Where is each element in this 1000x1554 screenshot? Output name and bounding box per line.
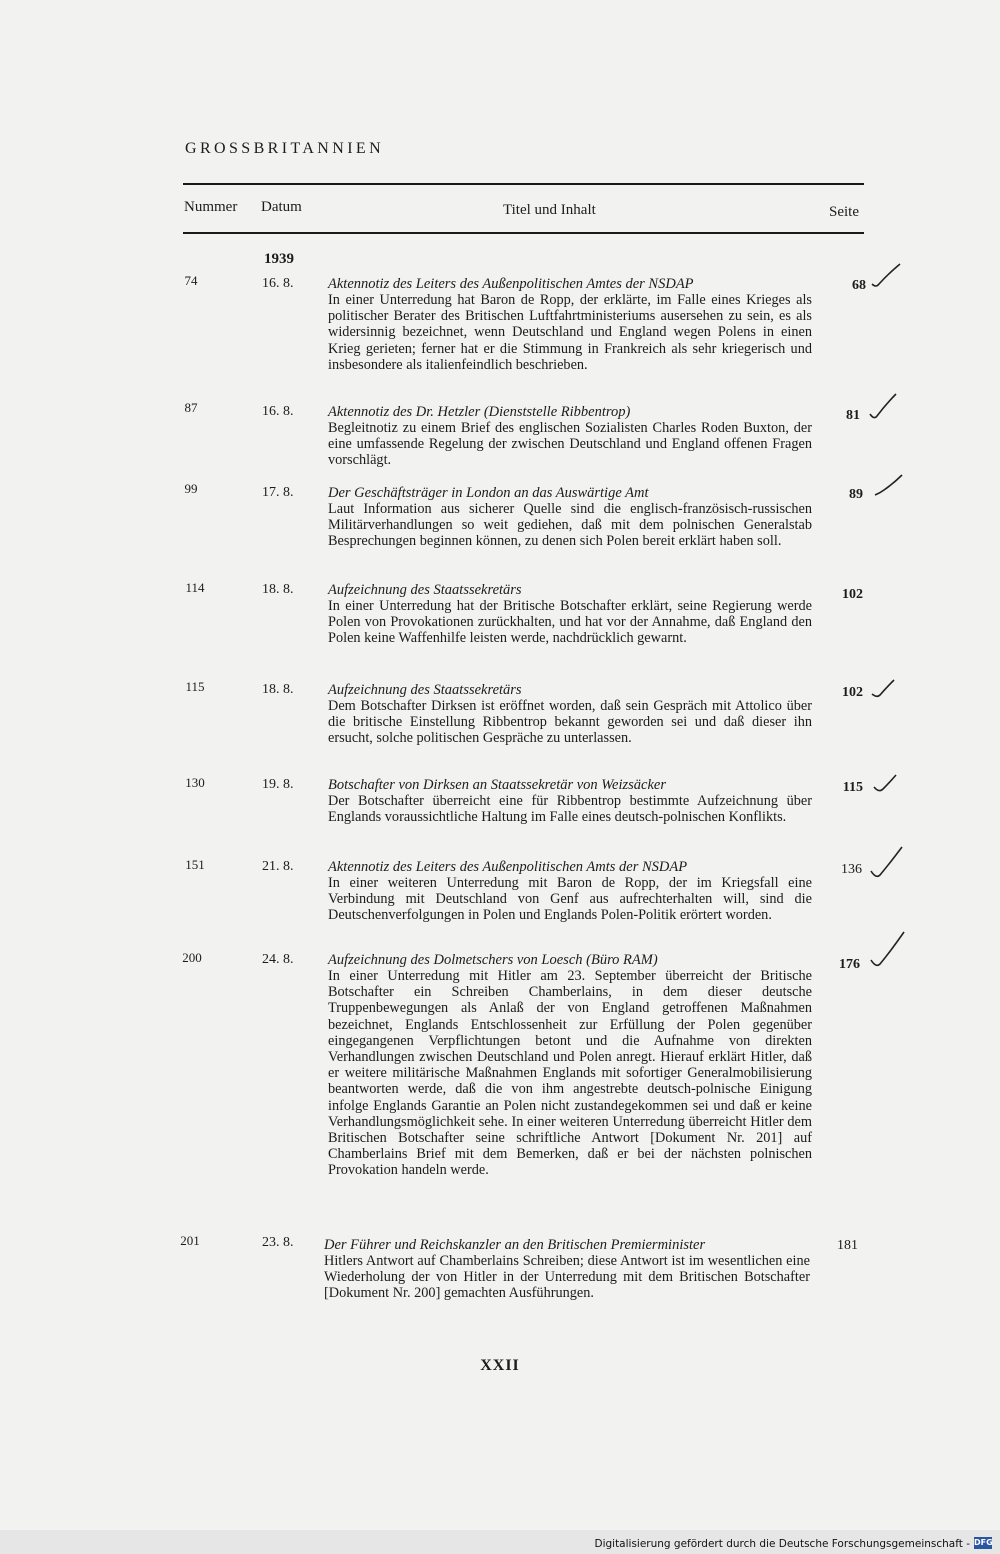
entry-date: 17. 8. xyxy=(262,485,294,500)
entry-date: 19. 8. xyxy=(262,777,294,792)
entry-title: Botschafter von Dirksen an Staatssekretär von Weizsäcker xyxy=(328,777,667,793)
entry-number: 74 xyxy=(184,273,198,288)
entry-text: In einer Unterredung hat Baron de Ropp, der erklärte, im Falle eines Krieges als politischer Berater des Britischen Luftfahrtministeriums ausersehen zu sein, es als widersinnig bezeichnet, wenn Deutschland und England wegen Polens in einen Krieg gerieten; ferner hat er die Stimmung in Frankreich als sehr kriegerisch und insbesondere als italienfeindlich beschrieben. xyxy=(328,292,812,373)
entry-text: In einer Unterredung mit Hitler am 23. September überreicht der Britische Botschafter ein Schreiben Chamberlains, in dem dieser deutsche Truppenbewegungen als Anlaß der von England getroffenen Maßnahmen bezeichnet, Englands Entschlossenheit zur Erfüllung der Polen gegenüber eingegangenen Verpflichtungen betont und die Aufnahme von direkten Verhandlungen zwischen Deutschland und Polen anregt. Hierauf erklärt Hitler, daß er weitere militärische Maßnahmen Englands mit sofortiger Generalmobilisierung beantworten werde, daß die von ihm angestrebte deutsch-polnische Einigung infolge Englands Garantie an Polen nicht zustandegekommen sei und daß er keine Verhandlungsmöglichkeit sehe. In einer weiteren Unterredung überreicht Hitler dem Britischen Botschafter seine schriftliche Antwort [Dokument Nr. 201] auf Chamberlains Brief mit dem Bemerken, daß er bei der nächsten polnischen Provokation handeln werde. xyxy=(328,968,812,1179)
entry-page: 115 xyxy=(842,780,863,795)
entry-title: Aktennotiz des Leiters des Außenpolitischen Amtes der NSDAP xyxy=(328,276,694,292)
entry-text: Der Botschafter überreicht eine für Ribbentrop bestimmte Aufzeichnung über Englands voraussichtliche Haltung im Falle eines deutsch-polnischen Konflikts. xyxy=(328,793,812,826)
entry-number: 200 xyxy=(182,950,202,965)
header-bottom-rule xyxy=(183,232,864,234)
header-top-rule xyxy=(183,183,864,185)
checkmark-icon xyxy=(870,469,910,509)
entry-text: Laut Information aus sicherer Quelle sind die englisch-französisch-russischen Militärverhandlungen so weit gediehen, daß mit dem polnischen Generalstab Besprechungen beginnen können, zu denen sich Polen bereit erklärt haben soll. xyxy=(328,501,812,550)
footer-credit: Digitalisierung gefördert durch die Deutsche Forschungsgemeinschaft - xyxy=(594,1538,970,1550)
entry-title: Der Führer und Reichskanzler an den Britischen Premierminister xyxy=(324,1237,706,1253)
entry-date: 16. 8. xyxy=(262,276,294,291)
entry-number: 115 xyxy=(185,679,205,694)
entry-date: 16. 8. xyxy=(262,404,294,419)
column-header-number: Nummer xyxy=(184,199,238,215)
entry-page: 89 xyxy=(849,487,863,502)
column-header-page: Seite xyxy=(829,204,859,220)
checkmark-icon xyxy=(868,765,908,805)
entry-page: 136 xyxy=(841,862,862,877)
dfg-logo: DFG xyxy=(974,1538,993,1547)
checkmark-icon xyxy=(868,672,908,712)
checkmark-icon xyxy=(870,268,910,308)
entry-number: 114 xyxy=(185,580,205,595)
entry-page: 102 xyxy=(842,685,863,700)
entry-title: Aufzeichnung des Staatssekretärs xyxy=(328,682,522,698)
year-label: 1939 xyxy=(264,251,294,267)
entry-page: 181 xyxy=(837,1238,858,1253)
entry-title: Der Geschäftsträger in London an das Auswärtige Amt xyxy=(328,485,649,501)
entry-date: 23. 8. xyxy=(262,1235,294,1250)
entry-text: Dem Botschafter Dirksen ist eröffnet worden, daß sein Gespräch mit Attolico über die britische Einstellung Ribbentrop bekannt geworden sei und daß dieser ihn ersucht, solche politischen Gespräche zu unterlassen. xyxy=(328,698,812,747)
entry-title: Aufzeichnung des Dolmetschers von Loesch (Büro RAM) xyxy=(328,952,658,968)
column-header-title: Titel und Inhalt xyxy=(503,202,596,218)
entry-text: In einer Unterredung hat der Britische Botschafter erklärt, seine Regierung werde Polen von Provokationen zurückhalten, und hat vor der Annahme, daß England den Polen keine Waffenhilfe leisten werde, nachdrücklich gewarnt. xyxy=(328,598,812,647)
checkmark-icon xyxy=(868,940,908,980)
entry-page: 102 xyxy=(842,587,863,602)
entry-number: 130 xyxy=(185,775,205,790)
entry-number: 87 xyxy=(184,400,198,415)
entry-date: 24. 8. xyxy=(262,952,294,967)
checkmark-icon xyxy=(866,390,906,430)
checkmark-icon xyxy=(868,851,908,891)
entry-title: Aufzeichnung des Staatssekretärs xyxy=(328,582,522,598)
entry-date: 18. 8. xyxy=(262,682,294,697)
entry-page: 176 xyxy=(839,957,860,972)
entry-date: 21. 8. xyxy=(262,859,294,874)
entry-date: 18. 8. xyxy=(262,582,294,597)
entry-number: 151 xyxy=(185,857,205,872)
column-header-date: Datum xyxy=(261,199,302,215)
section-heading: GROSSBRITANNIEN xyxy=(185,140,385,157)
entry-title: Aktennotiz des Dr. Hetzler (Dienststelle Ribbentrop) xyxy=(328,404,631,420)
entry-number: 99 xyxy=(184,481,198,496)
entry-text: In einer weiteren Unterredung mit Baron de Ropp, der im Kriegsfall eine Verbindung mit Deutschland von Genf aus aufrechterhalten will, sind die Deutschenverfolgungen in Polen und Englands Polen-Politik erörtert worden. xyxy=(328,875,812,924)
page-folio: XXII xyxy=(480,1357,520,1374)
entry-page: 81 xyxy=(846,408,860,423)
entry-page: 68 xyxy=(852,278,866,293)
entry-text: Begleitnotiz zu einem Brief des englischen Sozialisten Charles Roden Buxton, der eine umfassende Regelung der zwischen Deutschland und England offenen Fragen vorschlägt. xyxy=(328,420,812,469)
entry-title: Aktennotiz des Leiters des Außenpolitischen Amts der NSDAP xyxy=(328,859,688,875)
entry-text: Hitlers Antwort auf Chamberlains Schreiben; diese Antwort ist im wesentlichen eine Wiederholung der von Hitler in der Unterredung mit dem Britischen Botschafter [Dokument Nr. 200] gemachten Ausführungen. xyxy=(324,1253,810,1302)
entry-number: 201 xyxy=(180,1233,200,1248)
